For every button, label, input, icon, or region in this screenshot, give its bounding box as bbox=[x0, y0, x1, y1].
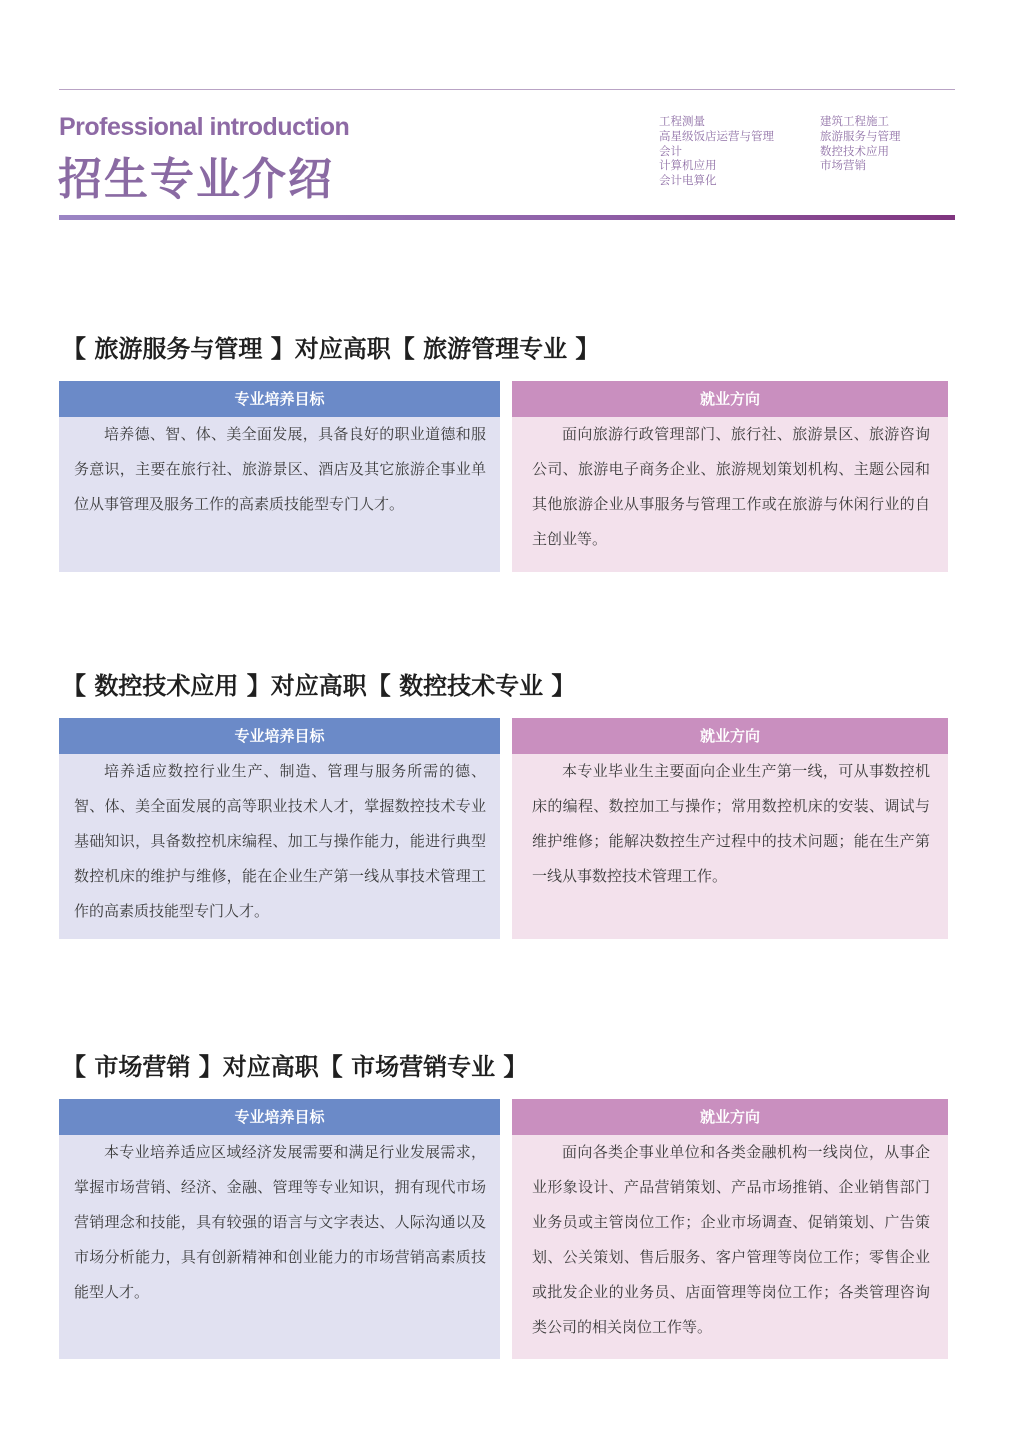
goal-text: 本专业培养适应区域经济发展需要和满足行业发展需求，掌握市场营销、经济、金融、管理等专业知识，拥有现代市场营销理念和技能，具有较强的语言与文字表达、人际沟通以及市场分析能力，具有创新精神和创业能力的市场营销高素质技能型人才。 bbox=[74, 1143, 486, 1301]
major-item: 市场营销 bbox=[820, 158, 866, 173]
section-title-tourism: 【 旅游服务与管理 】对应高职【 旅游管理专业 】 bbox=[62, 335, 600, 363]
career-text: 面向各类企事业单位和各类金融机构一线岗位，从事企业形象设计、产品营销策划、产品市场推销、企业销售部门业务员或主管岗位工作；企业市场调查、促销策划、广告策划、公关策划、售后服务、客户管理等岗位工作；零售企业或批发企业的业务员、店面管理等岗位工作；各类管理咨询类公司的相关岗位工作等。 bbox=[532, 1143, 930, 1336]
section-title-marketing: 【 市场营销 】对应高职【 市场营销专业 】 bbox=[62, 1053, 528, 1081]
goal-header: 专业培养目标 bbox=[59, 718, 500, 754]
goal-header: 专业培养目标 bbox=[59, 1099, 500, 1135]
major-item: 工程测量 bbox=[659, 114, 705, 128]
career-box-cnc bbox=[512, 718, 948, 939]
goal-box-cnc bbox=[59, 718, 500, 939]
career-header: 就业方向 bbox=[512, 1099, 948, 1135]
goal-text: 培养德、智、体、美全面发展，具备良好的职业道德和服务意识，主要在旅行社、旅游景区、酒店及其它旅游企事业单位从事管理及服务工作的高素质技能型专门人才。 bbox=[74, 425, 486, 513]
career-header: 就业方向 bbox=[512, 718, 948, 754]
major-item: 旅游服务与管理 bbox=[820, 128, 901, 143]
section-title-cnc: 【 数控技术应用 】对应高职【 数控技术专业 】 bbox=[62, 672, 576, 700]
goal-box-tourism bbox=[59, 381, 500, 572]
major-item: 会计 bbox=[659, 143, 682, 158]
career-text: 本专业毕业生主要面向企业生产第一线，可从事数控机床的编程、数控加工与操作；常用数控机床的安装、调试与维护维修；能解决数控生产过程中的技术问题；能在生产第一线从事数控技术管理工作。 bbox=[532, 762, 930, 885]
header-top-rule bbox=[59, 89, 955, 90]
career-box-tourism bbox=[512, 381, 948, 572]
career-text: 面向旅游行政管理部门、旅行社、旅游景区、旅游咨询公司、旅游电子商务企业、旅游规划策划机构、主题公园和其他旅游企业从事服务与管理工作或在旅游与休闲行业的自主创业等。 bbox=[532, 425, 930, 548]
major-item: 会计电算化 bbox=[659, 173, 717, 188]
majors-list-col2 bbox=[820, 114, 901, 173]
major-item: 高星级饭店运营与管理 bbox=[659, 128, 774, 143]
header-title-en: Professional introduction bbox=[59, 113, 350, 141]
major-item: 建筑工程施工 bbox=[820, 114, 889, 128]
goal-text: 培养适应数控行业生产、制造、管理与服务所需的德、智、体、美全面发展的高等职业技术人才，掌握数控技术专业基础知识，具备数控机床编程、加工与操作能力，能进行典型数控机床的维护与维修，能在企业生产第一线从事技术管理工作的高素质技能型专门人才。 bbox=[74, 762, 486, 920]
header-bottom-rule bbox=[59, 215, 955, 220]
career-box-marketing bbox=[512, 1099, 948, 1359]
goal-box-marketing bbox=[59, 1099, 500, 1359]
header-title-zh: 招生专业介绍 bbox=[58, 154, 334, 205]
career-header: 就业方向 bbox=[512, 381, 948, 417]
major-item: 数控技术应用 bbox=[820, 143, 889, 158]
majors-list-col1 bbox=[659, 114, 774, 188]
goal-header: 专业培养目标 bbox=[59, 381, 500, 417]
major-item: 计算机应用 bbox=[659, 158, 717, 173]
